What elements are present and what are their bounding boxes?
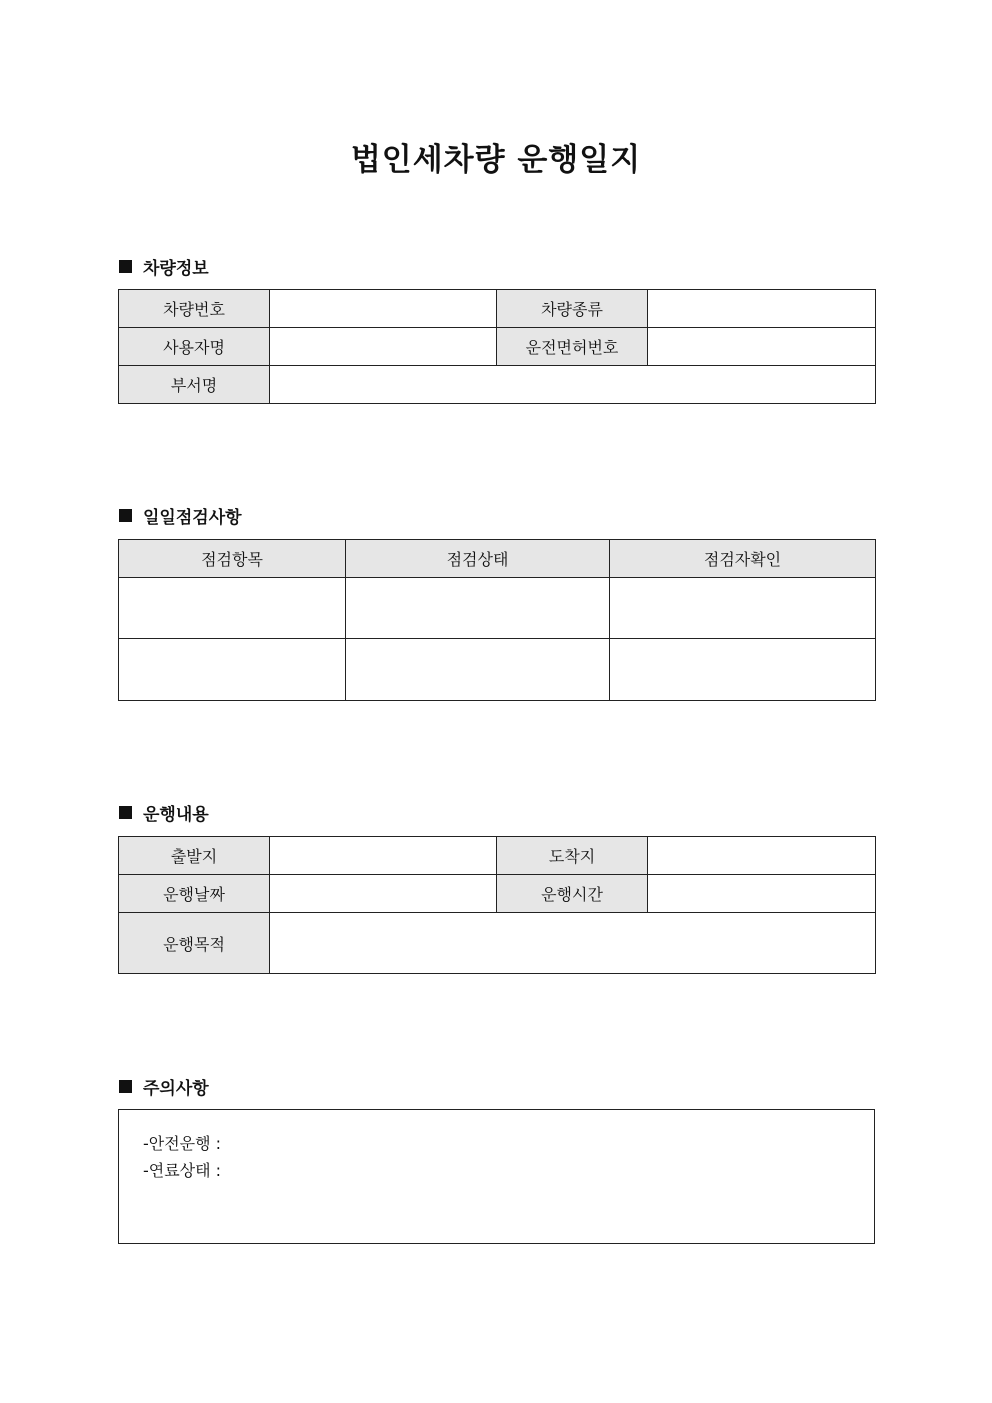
inspection-item-cell[interactable] [119, 639, 346, 701]
inspection-status-cell[interactable] [346, 639, 610, 701]
date-field[interactable] [270, 875, 497, 913]
license-number-field[interactable] [648, 328, 876, 366]
daily-inspection-heading-text: 일일점검사항 [143, 508, 242, 528]
vehicle-type-field[interactable] [648, 290, 876, 328]
square-bullet-icon [119, 509, 132, 522]
safe-driving-note: -안전운행 : [143, 1134, 222, 1153]
document-title: 법인세차량 운행일지 [350, 142, 642, 178]
inspection-status-header: 점검상태 [346, 540, 610, 578]
square-bullet-icon [119, 806, 132, 819]
time-label: 운행시간 [497, 875, 648, 913]
inspector-confirm-header: 점검자확인 [610, 540, 876, 578]
inspector-confirm-cell[interactable] [610, 639, 876, 701]
vehicle-number-field[interactable] [270, 290, 497, 328]
operation-table [118, 836, 876, 974]
notes-heading [119, 1074, 209, 1099]
purpose-field[interactable] [270, 913, 876, 974]
table-row [119, 578, 876, 639]
inspection-status-cell[interactable] [346, 578, 610, 639]
purpose-label: 운행목적 [119, 913, 270, 974]
departure-field[interactable] [270, 837, 497, 875]
notes-heading-text: 주의사항 [143, 1079, 209, 1099]
inspector-confirm-cell[interactable] [610, 578, 876, 639]
time-field[interactable] [648, 875, 876, 913]
inspection-item-cell[interactable] [119, 578, 346, 639]
operation-heading-text: 운행내용 [143, 805, 209, 825]
vehicle-info-heading-text: 차량정보 [143, 259, 209, 279]
inspection-item-header: 점검항목 [119, 540, 346, 578]
daily-inspection-table [118, 539, 876, 701]
department-field[interactable] [270, 366, 876, 404]
department-label: 부서명 [119, 366, 270, 404]
table-row [119, 639, 876, 701]
vehicle-type-label: 차량종류 [497, 290, 648, 328]
vehicle-number-label: 차량번호 [119, 290, 270, 328]
square-bullet-icon [119, 260, 132, 273]
departure-label: 출발지 [119, 837, 270, 875]
vehicle-info-heading [119, 254, 209, 279]
square-bullet-icon [119, 1080, 132, 1093]
vehicle-info-table [118, 289, 876, 404]
arrival-label: 도착지 [497, 837, 648, 875]
user-name-label: 사용자명 [119, 328, 270, 366]
license-number-label: 운전면허번호 [497, 328, 648, 366]
arrival-field[interactable] [648, 837, 876, 875]
user-name-field[interactable] [270, 328, 497, 366]
operation-heading [119, 800, 209, 825]
daily-inspection-heading [119, 503, 242, 528]
fuel-status-note: -연료상태 : [143, 1161, 222, 1180]
date-label: 운행날짜 [119, 875, 270, 913]
notes-box[interactable] [118, 1109, 875, 1244]
